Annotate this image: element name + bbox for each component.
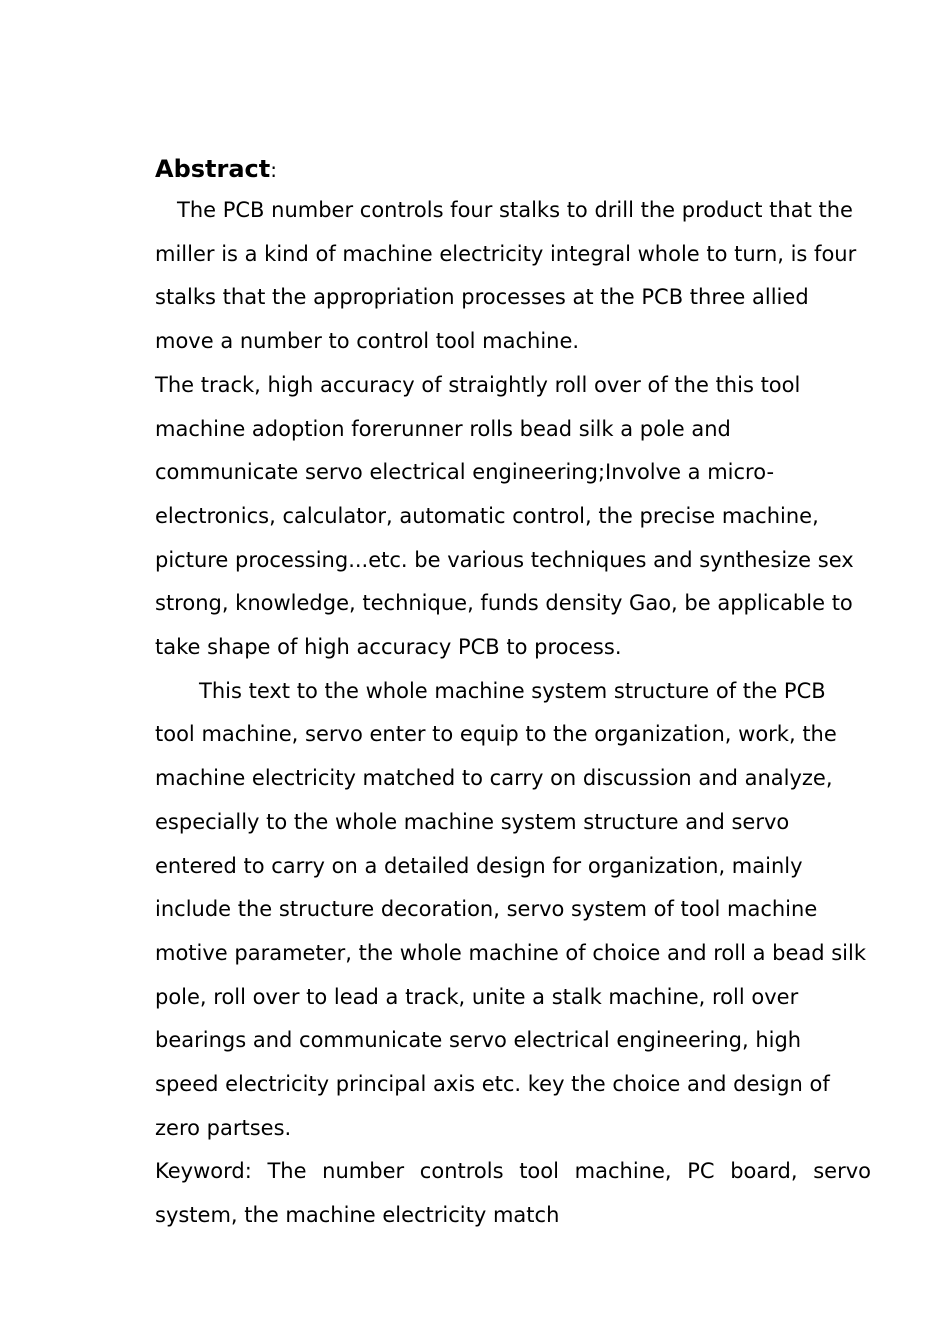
abstract-paragraph-2: The track, high accuracy of straightly roll over of the this tool machine adoption forerunner rolls bead silk a pole and communicate servo electrical engineering;Involve a micro-electronics, calculator, automatic control, the precise machine, picture processing...etc. be various techniques and synthesize sex strong, knowledge, technique, funds density Gao, be applicable to take shape of high accuracy PCB to process.	[155, 372, 854, 660]
abstract-paragraph-3: This text to the whole machine system structure of the PCB tool machine, servo enter to equip to the organization, work, the machine electricity matched to carry on discussion and analyze, especially to the whole machine system structure and servo entered to carry on a detailed design for organization, mainly include the structure decoration, servo system of tool machine motive parameter, the whole machine of choice and roll a bead silk pole, roll over to lead a track, unite a stalk machine, roll over bearings and communicate servo electrical engineering, high speed electricity principal axis etc. key the choice and design of zero partses.	[155, 678, 867, 1140]
abstract-page	[155, 150, 871, 1238]
keywords-paragraph: Keyword: The number controls tool machine, PC board, servo system, the machine electricity match	[155, 1159, 871, 1228]
abstract-paragraph-1: The PCB number controls four stalks to drill the product that the miller is a kind of machine electricity integral whole to turn, is four stalks that the appropriation processes at the PCB three allied move a number to control tool machine.	[155, 198, 857, 354]
abstract-heading	[155, 150, 871, 189]
abstract-title: Abstract	[155, 155, 271, 183]
abstract-colon: :	[270, 158, 277, 182]
